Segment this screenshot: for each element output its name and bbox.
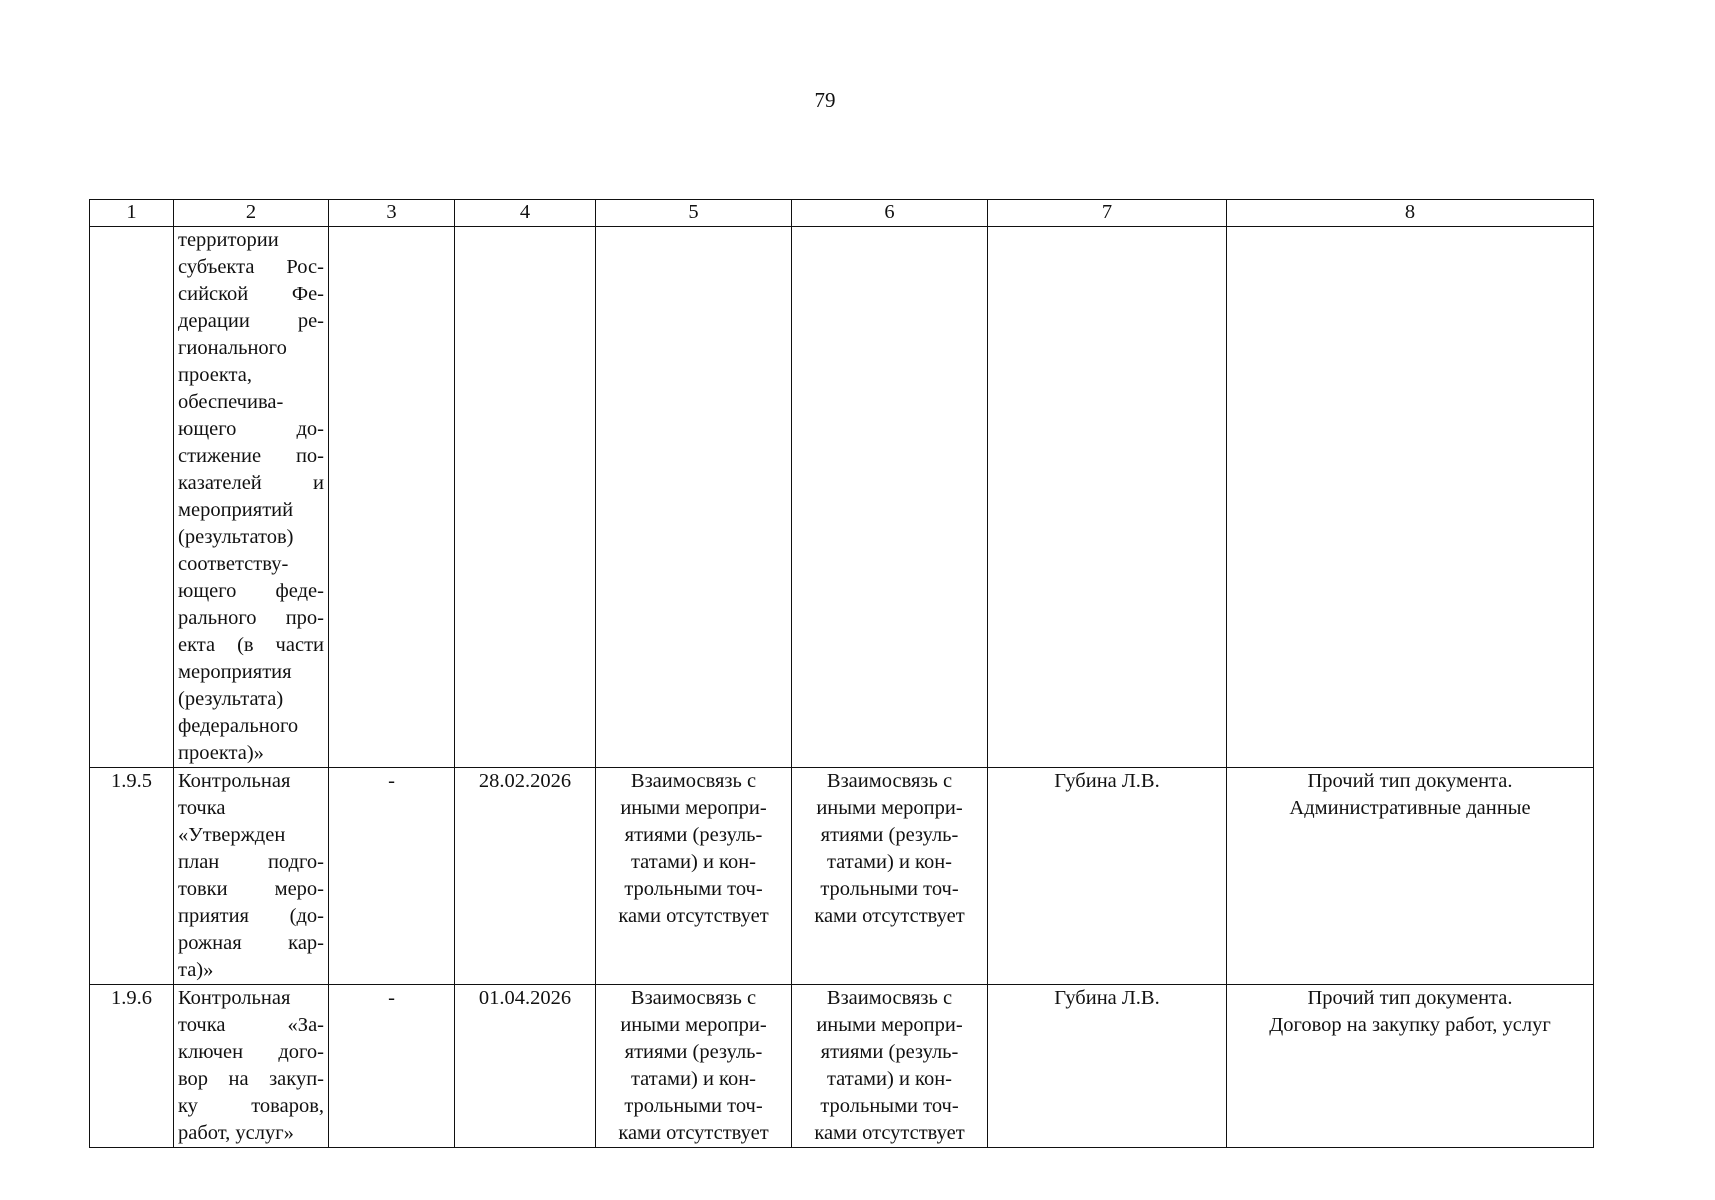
- document-type-cell: [1227, 985, 1594, 1148]
- cell-text-line: татами) и кон-: [826, 1068, 953, 1090]
- cell-text-line: иными меропри-: [816, 797, 963, 819]
- cell-text-line: ками отсутствует: [618, 1122, 769, 1144]
- document-table: [89, 199, 1594, 1148]
- cell-text-line: ками отсутствует: [814, 905, 965, 927]
- date-cell: [455, 227, 596, 768]
- column-header: 2: [174, 200, 329, 227]
- cell-text-line: иными меропри-: [816, 1014, 963, 1036]
- cell-text-line: Договор на закупку работ, услуг: [1269, 1014, 1551, 1036]
- cell-text-line: работ, услуг»: [178, 1122, 294, 1144]
- cell-text-line: субъекта Рос-: [178, 256, 324, 278]
- column-header: 3: [329, 200, 455, 227]
- cell-text-line: ками отсутствует: [618, 905, 769, 927]
- column-header: 7: [988, 200, 1227, 227]
- relation-cell: [792, 768, 988, 985]
- cell-text-line: рального про-: [178, 607, 324, 629]
- cell-text-line: стижение по-: [178, 445, 324, 467]
- cell-text-line: ками отсутствует: [814, 1122, 965, 1144]
- cell-text-line: Взаимосвязь с: [826, 770, 953, 792]
- table-body: [90, 227, 1594, 1148]
- cell-text-line: федерального: [178, 715, 299, 737]
- cell-text-line: екта (в части: [178, 634, 324, 656]
- table-row: [90, 985, 1594, 1148]
- cell-text-line: гионального: [178, 337, 287, 359]
- relation-cell: [596, 227, 792, 768]
- cell-text-line: татами) и кон-: [630, 1068, 757, 1090]
- date-cell: 01.04.2026: [455, 985, 596, 1148]
- cell-text-line: «Утвержден: [178, 824, 286, 846]
- col3-cell: [329, 227, 455, 768]
- cell-text-line: иными меропри-: [620, 797, 767, 819]
- cell-text-line: татами) и кон-: [826, 851, 953, 873]
- cell-text-line: товки меро-: [178, 878, 324, 900]
- relation-cell: [596, 768, 792, 985]
- cell-text-line: соответству-: [178, 553, 289, 575]
- cell-text-line: вор на закуп-: [178, 1068, 324, 1090]
- name-cell: [174, 985, 329, 1148]
- cell-text-line: трольными точ-: [624, 1095, 763, 1117]
- cell-text-line: ятиями (резуль-: [820, 824, 959, 846]
- cell-text-line: приятия (до-: [178, 905, 324, 927]
- table-row: [90, 768, 1594, 985]
- row-number-cell: [90, 227, 174, 768]
- cell-text-line: Взаимосвязь с: [630, 987, 757, 1009]
- cell-text-line: точка: [178, 797, 226, 819]
- cell-text-line: татами) и кон-: [630, 851, 757, 873]
- cell-text-line: Контрольная: [178, 987, 291, 1009]
- cell-text-line: Контрольная: [178, 770, 291, 792]
- column-header: 8: [1227, 200, 1594, 227]
- cell-text-line: ятиями (резуль-: [624, 1041, 763, 1063]
- table-row: [90, 227, 1594, 768]
- name-cell: [174, 768, 329, 985]
- cell-text-line: Административные данные: [1289, 797, 1531, 819]
- relation-cell: [792, 227, 988, 768]
- cell-text-line: сийской Фе-: [178, 283, 324, 305]
- cell-text-line: казателей и: [178, 472, 324, 494]
- relation-cell: [596, 985, 792, 1148]
- cell-text-line: Взаимосвязь с: [826, 987, 953, 1009]
- cell-text-line: проекта,: [178, 364, 252, 386]
- cell-text-line: проекта)»: [178, 742, 264, 764]
- column-header: 6: [792, 200, 988, 227]
- column-header: 5: [596, 200, 792, 227]
- cell-text-line: территории: [178, 229, 279, 251]
- cell-text-line: ятиями (резуль-: [820, 1041, 959, 1063]
- cell-text-line: трольными точ-: [820, 878, 959, 900]
- page-number: 79: [814, 88, 836, 112]
- cell-text-line: мероприятия: [178, 661, 292, 683]
- cell-text-line: трольными точ-: [624, 878, 763, 900]
- cell-text-line: ющего феде-: [178, 580, 324, 602]
- cell-text-line: иными меропри-: [620, 1014, 767, 1036]
- cell-text-line: (результатов): [178, 526, 294, 548]
- responsible-cell: [988, 227, 1227, 768]
- row-number-cell: 1.9.6: [90, 985, 174, 1148]
- relation-cell: [792, 985, 988, 1148]
- cell-text-line: ющего до-: [178, 418, 324, 440]
- document-type-cell: [1227, 768, 1594, 985]
- date-cell: 28.02.2026: [455, 768, 596, 985]
- cell-text-line: Взаимосвязь с: [630, 770, 757, 792]
- document-type-cell: [1227, 227, 1594, 768]
- cell-text-line: ятиями (резуль-: [624, 824, 763, 846]
- cell-text-line: дерации ре-: [178, 310, 324, 332]
- responsible-cell: Губина Л.В.: [988, 985, 1227, 1148]
- row-number-cell: 1.9.5: [90, 768, 174, 985]
- col3-cell: -: [329, 768, 455, 985]
- cell-text-line: Прочий тип документа.: [1307, 987, 1513, 1009]
- col3-cell: -: [329, 985, 455, 1148]
- cell-text-line: мероприятий: [178, 499, 294, 521]
- column-header: 1: [90, 200, 174, 227]
- cell-text-line: рожная кар-: [178, 932, 324, 954]
- cell-text-line: та)»: [178, 959, 214, 981]
- cell-text-line: точка «За-: [178, 1014, 324, 1036]
- cell-text-line: Прочий тип документа.: [1307, 770, 1513, 792]
- cell-text-line: ку товаров,: [178, 1095, 324, 1117]
- name-cell: [174, 227, 329, 768]
- cell-text-line: обеспечива-: [178, 391, 284, 413]
- cell-text-line: (результата): [178, 688, 284, 710]
- cell-text-line: ключен дого-: [178, 1041, 324, 1063]
- cell-text-line: план подго-: [178, 851, 324, 873]
- responsible-cell: Губина Л.В.: [988, 768, 1227, 985]
- column-header: 4: [455, 200, 596, 227]
- cell-text-line: трольными точ-: [820, 1095, 959, 1117]
- table-header-row: [90, 200, 1594, 227]
